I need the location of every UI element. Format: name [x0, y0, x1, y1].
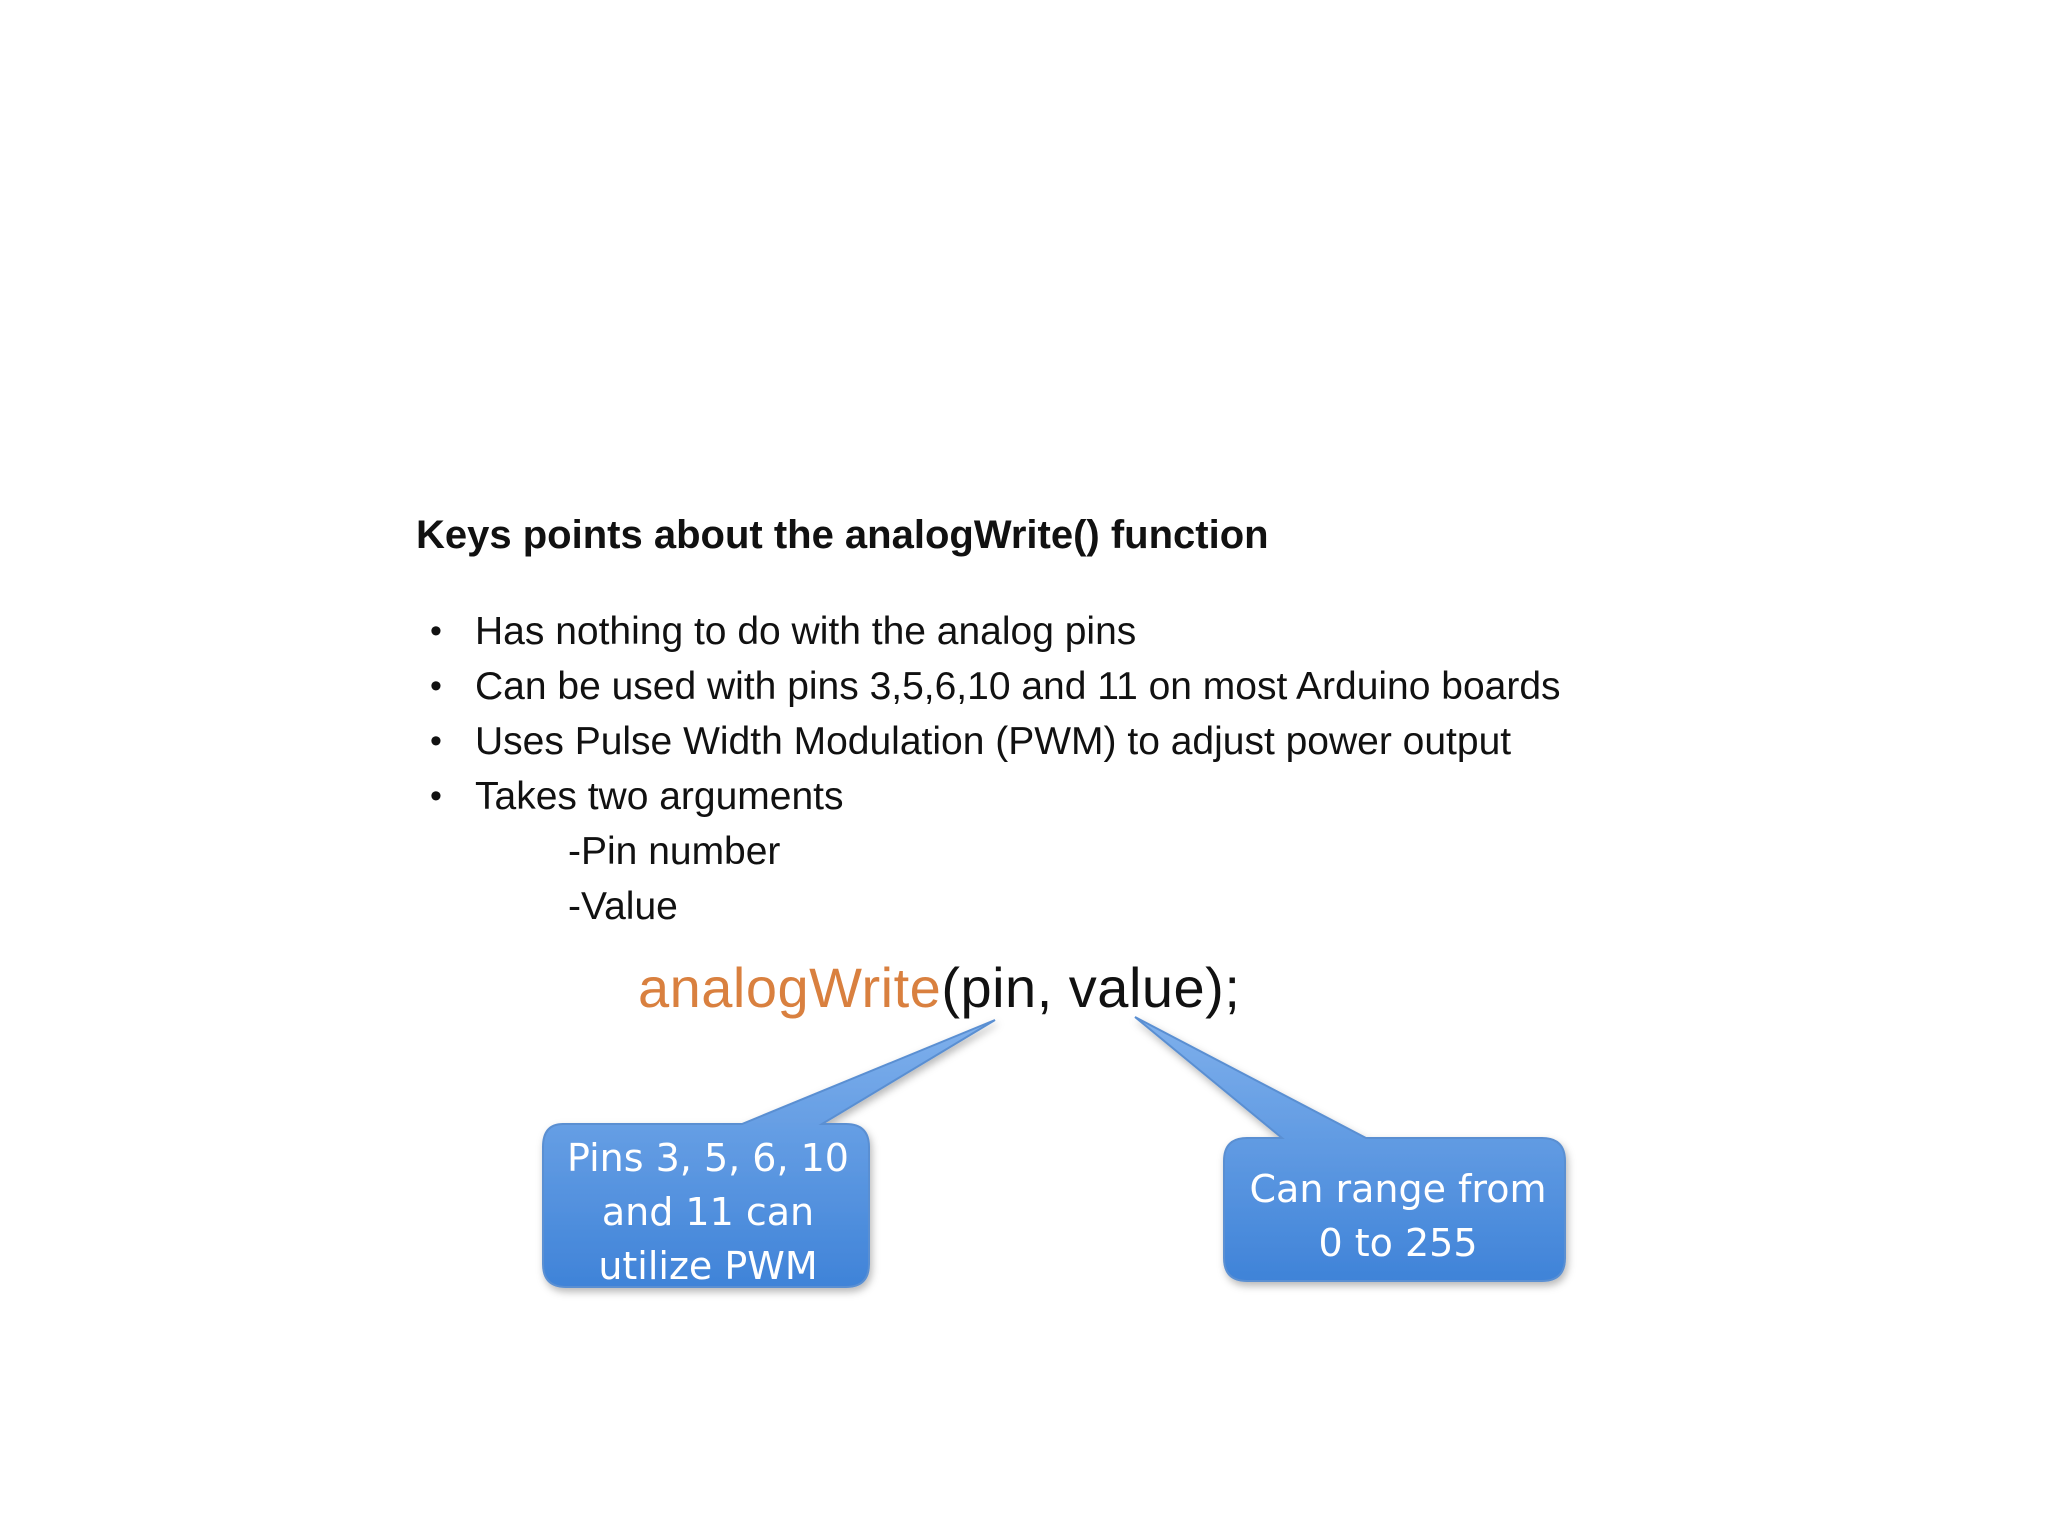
- bullet-marker: •: [430, 612, 442, 650]
- callout-range-line: 0 to 255: [1318, 1221, 1478, 1265]
- callout-pins-line: utilize PWM: [598, 1244, 818, 1288]
- bullet-text: Takes two arguments: [475, 775, 844, 818]
- slide-heading: Keys points about the analogWrite() function: [416, 513, 1269, 557]
- callout-pins-text: [546, 1131, 870, 1293]
- bullet-text: Uses Pulse Width Modulation (PWM) to adjust power output: [475, 720, 1512, 763]
- bullet-text: Has nothing to do with the analog pins: [475, 610, 1137, 653]
- callout-pins-line: and 11 can: [601, 1190, 815, 1234]
- bullet-marker: •: [430, 777, 442, 815]
- callout-range-text: [1229, 1162, 1567, 1270]
- bullet-text: Can be used with pins 3,5,6,10 and 11 on most Arduino boards: [475, 665, 1561, 708]
- code-function-name: analogWrite: [638, 956, 942, 1019]
- callout-pins-line: Pins 3, 5, 6, 10: [567, 1136, 849, 1180]
- bullet-marker: •: [430, 667, 442, 705]
- sub-item-value: -Value: [568, 885, 678, 928]
- sub-item-pin-number: -Pin number: [568, 830, 781, 873]
- bullet-marker: •: [430, 722, 442, 760]
- callout-range-line: Can range from: [1249, 1167, 1547, 1211]
- code-arguments: (pin, value);: [941, 956, 1241, 1019]
